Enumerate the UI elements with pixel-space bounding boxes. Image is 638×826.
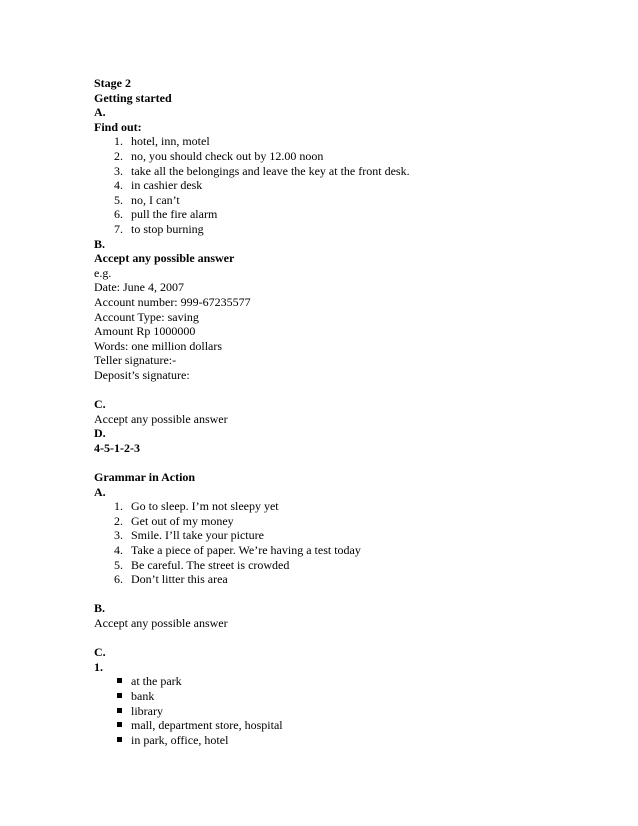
list-item: 4. in cashier desk	[114, 178, 203, 193]
list-item: in park, office, hotel	[94, 733, 594, 748]
account-type: Account Type: saving	[94, 309, 199, 324]
grammar-a-label: A.	[94, 484, 106, 499]
spacer	[94, 587, 594, 602]
grammar-c-number: 1.	[94, 659, 103, 674]
list-item: 2. Get out of my money	[114, 513, 234, 528]
list-item: 6. Don’t litter this area	[114, 572, 228, 587]
grammar-list	[94, 499, 594, 587]
find-out-list	[94, 134, 594, 236]
list-item: mall, department store, hospital	[94, 718, 594, 733]
spacer	[94, 631, 594, 646]
list-item: 2. no, you should check out by 12.00 noon	[114, 148, 324, 163]
amount-words: Words: one million dollars	[94, 338, 223, 353]
section-d-answer: 4-5-1-2-3	[94, 440, 140, 455]
grammar-c-label: C.	[94, 645, 106, 660]
section-c-label: C.	[94, 397, 106, 412]
teller-signature: Teller signature:-	[94, 353, 177, 368]
grammar-heading: Grammar in Action	[94, 470, 196, 485]
list-item: bank	[94, 689, 594, 704]
square-bullet-icon	[117, 708, 122, 713]
list-item: 3. take all the belongings and leave the key at the front desk.	[114, 163, 410, 178]
section-c-text: Accept any possible answer	[94, 411, 228, 426]
square-bullet-icon	[117, 678, 122, 683]
list-item: 5. Be careful. The street is crowded	[114, 557, 290, 572]
stage-title: Stage 2	[94, 76, 131, 90]
section-b-label: B.	[94, 236, 106, 251]
list-item: 7. to stop burning	[114, 221, 204, 236]
list-item: 1. Go to sleep. I’m not sleepy yet	[114, 499, 279, 514]
square-bullet-icon	[117, 722, 122, 727]
list-item: 3. Smile. I’ll take your picture	[114, 528, 264, 543]
grammar-b-label: B.	[94, 601, 106, 616]
square-bullet-icon	[117, 737, 122, 742]
deposit-date: Date: June 4, 2007	[94, 280, 184, 295]
list-item: 5. no, I can’t	[114, 192, 180, 207]
list-item: 1. hotel, inn, motel	[114, 134, 210, 149]
list-item: 6. pull the fire alarm	[114, 207, 218, 222]
spacer	[94, 382, 594, 397]
depositor-signature: Deposit’s signature:	[94, 367, 190, 382]
section-d-label: D.	[94, 426, 106, 441]
list-item: library	[94, 704, 594, 719]
amount: Amount Rp 1000000	[94, 324, 196, 339]
answer-key	[94, 76, 594, 747]
square-bullet-icon	[117, 693, 122, 698]
spacer	[94, 455, 594, 470]
list-item: at the park	[94, 674, 594, 689]
section-a-label: A.	[94, 105, 106, 120]
account-number: Account number: 999-67235577	[94, 294, 251, 309]
grammar-b-text: Accept any possible answer	[94, 615, 228, 630]
list-item: 4. Take a piece of paper. We’re having a test today	[114, 543, 361, 557]
find-out-title: Find out:	[94, 119, 142, 134]
section-b-title: Accept any possible answer	[94, 251, 235, 266]
example-label: e.g.	[94, 265, 112, 280]
places-list	[94, 674, 594, 747]
getting-started-heading: Getting started	[94, 90, 172, 105]
